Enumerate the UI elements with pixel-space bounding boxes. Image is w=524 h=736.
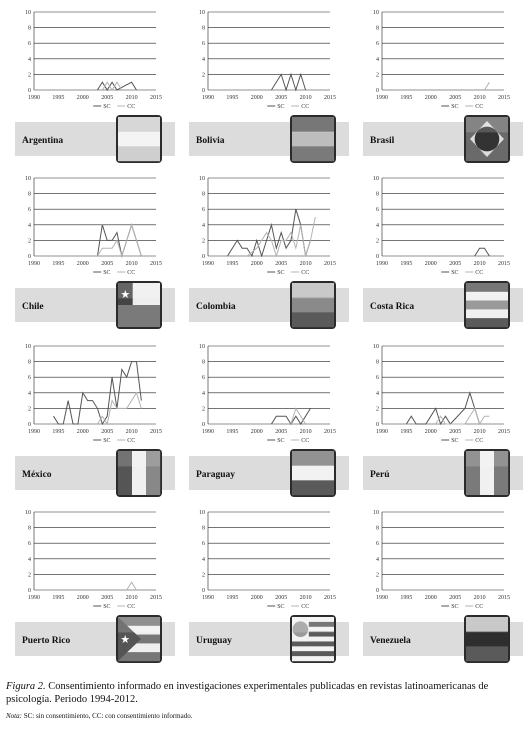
y-tick-label: 6 [376,541,379,548]
y-tick-label: 0 [376,588,379,594]
y-tick-label: 4 [376,56,379,63]
y-tick-label: 0 [376,254,379,260]
y-tick-label: 8 [202,25,205,32]
figure-label: Figura 2. [6,681,46,692]
x-tick-label: 2010 [125,429,138,435]
y-tick-label: 2 [202,238,205,245]
x-tick-label: 1990 [28,261,40,267]
y-tick-label: 10 [25,344,31,350]
y-tick-label: 0 [376,88,379,94]
x-tick-label: 2005 [275,261,288,267]
x-tick-label: 1995 [52,429,65,435]
x-tick-label: 2015 [324,95,336,101]
y-tick-label: 10 [199,10,205,16]
x-tick-label: 2005 [275,429,288,435]
y-tick-label: 8 [28,525,31,532]
series-sc-bolivia [271,74,305,90]
legend-sc-label: SC [451,604,459,610]
x-tick-label: 2000 [424,95,437,101]
caption-text: Consentimiento informado en investigaciones experimentales publicadas en revistas latinoamericanas de psicología. Periodo 1994-2012. [6,681,489,705]
x-tick-label: 2005 [449,429,462,435]
legend-sc-label: SC [103,604,111,610]
x-tick-label: 2000 [424,595,437,601]
svg-text:★: ★ [120,289,131,301]
x-tick-label: 1990 [28,95,40,101]
y-tick-label: 6 [28,541,31,548]
y-tick-label: 8 [376,25,379,32]
x-tick-label: 2010 [125,261,138,267]
panel-chile [15,176,175,329]
y-tick-label: 4 [376,390,379,397]
country-name: Perú [370,470,390,480]
x-tick-label: 2015 [324,595,336,601]
x-tick-label: 2005 [101,95,114,101]
y-tick-label: 8 [376,191,379,198]
y-tick-label: 6 [202,207,205,214]
x-tick-label: 2015 [498,261,510,267]
panel-paraguay [189,344,349,497]
x-tick-label: 2015 [498,595,510,601]
y-tick-label: 6 [376,41,379,48]
y-tick-label: 6 [28,207,31,214]
x-tick-label: 2015 [150,261,162,267]
y-tick-label: 6 [376,207,379,214]
y-tick-label: 6 [202,375,205,382]
country-name: Brasil [370,136,395,146]
series-sc-costa-rica [475,248,490,256]
x-tick-label: 2005 [449,261,462,267]
y-tick-label: 2 [28,238,31,245]
note-label: Nota: [6,712,22,720]
x-tick-label: 2015 [324,261,336,267]
legend-sc-label: SC [451,104,459,110]
x-tick-label: 2000 [424,429,437,435]
country-name: México [22,470,52,480]
y-tick-label: 8 [376,525,379,532]
y-tick-label: 2 [202,406,205,413]
legend-cc-label: CC [127,104,136,110]
country-name: Chile [22,302,44,312]
y-tick-label: 0 [202,88,205,94]
legend-sc-label: SC [277,270,285,276]
legend-sc-label: SC [451,270,459,276]
y-tick-label: 10 [373,176,379,182]
country-name: Argentina [22,136,64,146]
y-tick-label: 4 [28,556,31,563]
series-cc-puerto-rico [127,582,137,590]
country-name: Paraguay [196,470,236,480]
legend-sc-label: SC [103,270,111,276]
y-tick-label: 0 [28,88,31,94]
x-tick-label: 1995 [400,429,413,435]
y-tick-label: 4 [28,390,31,397]
legend-cc-label: CC [475,604,484,610]
legend-sc-label: SC [451,438,459,444]
y-tick-label: 10 [199,344,205,350]
x-tick-label: 1995 [52,95,65,101]
y-tick-label: 10 [199,510,205,516]
x-tick-label: 1990 [376,429,388,435]
y-tick-label: 6 [202,541,205,548]
x-tick-label: 1990 [202,95,214,101]
panel-mexico [15,344,175,497]
panel-costa-rica [363,176,523,329]
panel-puerto-rico [15,510,175,663]
x-tick-label: 1990 [202,429,214,435]
y-tick-label: 2 [28,572,31,579]
y-tick-label: 10 [373,10,379,16]
x-tick-label: 2015 [498,95,510,101]
x-tick-label: 2015 [150,429,162,435]
y-tick-label: 0 [202,254,205,260]
y-tick-label: 0 [202,422,205,428]
x-tick-label: 1990 [376,261,388,267]
y-tick-label: 2 [376,572,379,579]
y-tick-label: 6 [376,375,379,382]
x-tick-label: 2010 [473,429,486,435]
legend-cc-label: CC [475,270,484,276]
series-sc-colombia [228,209,311,256]
y-tick-label: 10 [373,510,379,516]
x-tick-label: 1995 [400,595,413,601]
y-tick-label: 8 [28,25,31,32]
x-tick-label: 2000 [424,261,437,267]
legend-sc-label: SC [103,104,111,110]
y-tick-label: 8 [28,191,31,198]
x-tick-label: 1995 [52,595,65,601]
x-tick-label: 2005 [101,429,114,435]
x-tick-label: 1995 [226,95,239,101]
country-name: Colombia [196,302,236,312]
y-tick-label: 8 [202,191,205,198]
y-tick-label: 0 [28,254,31,260]
panel-bolivia [189,10,349,163]
legend-cc-label: CC [475,438,484,444]
x-tick-label: 2010 [473,595,486,601]
x-tick-label: 1990 [28,595,40,601]
y-tick-label: 2 [28,72,31,79]
x-tick-label: 1990 [376,595,388,601]
y-tick-label: 4 [28,56,31,63]
x-tick-label: 2010 [299,261,312,267]
country-name: Costa Rica [370,302,415,312]
x-tick-label: 1995 [226,595,239,601]
x-tick-label: 2005 [449,95,462,101]
x-tick-label: 2015 [498,429,510,435]
legend-sc-label: SC [277,438,285,444]
legend-cc-label: CC [127,604,136,610]
x-tick-label: 1995 [226,429,239,435]
x-tick-label: 2010 [125,95,138,101]
legend-cc-label: CC [301,104,310,110]
x-tick-label: 2010 [299,595,312,601]
y-tick-label: 10 [373,344,379,350]
y-tick-label: 2 [28,406,31,413]
panel-brasil [363,10,523,163]
x-tick-label: 2015 [324,429,336,435]
x-tick-label: 2010 [473,261,486,267]
legend-cc-label: CC [301,270,310,276]
legend-sc-label: SC [103,438,111,444]
x-tick-label: 1995 [400,95,413,101]
x-tick-label: 2010 [299,429,312,435]
x-tick-label: 2000 [76,429,89,435]
y-tick-label: 4 [202,390,205,397]
panel-peru [363,344,523,497]
y-tick-label: 4 [202,222,205,229]
x-tick-label: 1990 [28,429,40,435]
y-tick-label: 6 [28,375,31,382]
legend-cc-label: CC [127,438,136,444]
series-cc-colombia [247,217,315,256]
x-tick-label: 1995 [52,261,65,267]
country-name: Puerto Rico [22,636,71,646]
y-tick-label: 10 [25,510,31,516]
series-cc-brasil [484,82,489,90]
svg-text:★: ★ [120,634,131,646]
y-tick-label: 2 [202,572,205,579]
x-tick-label: 2010 [125,595,138,601]
y-tick-label: 2 [202,72,205,79]
panel-venezuela [363,510,523,663]
y-tick-label: 8 [28,359,31,366]
y-tick-label: 4 [376,222,379,229]
y-tick-label: 0 [202,588,205,594]
x-tick-label: 2010 [473,95,486,101]
figure-caption [6,680,518,706]
country-name: Uruguay [196,636,232,646]
x-tick-label: 2010 [299,95,312,101]
y-tick-label: 0 [28,422,31,428]
x-tick-label: 2005 [275,95,288,101]
y-tick-label: 8 [202,359,205,366]
y-tick-label: 8 [376,359,379,366]
y-tick-label: 6 [28,41,31,48]
y-tick-label: 10 [25,10,31,16]
note-text: SC: sin consentimiento, CC: con consentimiento informado. [21,712,193,720]
x-tick-label: 2000 [76,595,89,601]
x-tick-label: 1990 [202,595,214,601]
y-tick-label: 8 [202,525,205,532]
y-tick-label: 10 [25,176,31,182]
country-name: Venezuela [370,636,411,646]
series-cc-paraguay [291,408,306,424]
x-tick-label: 1990 [202,261,214,267]
legend-cc-label: CC [127,270,136,276]
y-tick-label: 2 [376,238,379,245]
y-tick-label: 2 [376,406,379,413]
figure-note [6,712,192,720]
y-tick-label: 2 [376,72,379,79]
x-tick-label: 2015 [150,95,162,101]
y-tick-label: 0 [376,422,379,428]
y-tick-label: 4 [202,56,205,63]
x-tick-label: 2000 [250,429,263,435]
x-tick-label: 2005 [275,595,288,601]
x-tick-label: 1990 [376,95,388,101]
x-tick-label: 1995 [226,261,239,267]
y-tick-label: 10 [199,176,205,182]
y-tick-label: 0 [28,588,31,594]
x-tick-label: 2000 [76,95,89,101]
x-tick-label: 2000 [250,95,263,101]
country-name: Bolivia [196,136,225,146]
legend-sc-label: SC [277,104,285,110]
panel-uruguay [189,510,349,663]
x-tick-label: 2000 [250,261,263,267]
x-tick-label: 2000 [250,595,263,601]
x-tick-label: 2015 [150,595,162,601]
y-tick-label: 4 [202,556,205,563]
y-tick-label: 6 [202,41,205,48]
legend-cc-label: CC [475,104,484,110]
panel-argentina [15,10,175,163]
x-tick-label: 2005 [101,595,114,601]
x-tick-label: 2005 [101,261,114,267]
x-tick-label: 1995 [400,261,413,267]
legend-sc-label: SC [277,604,285,610]
x-tick-label: 2005 [449,595,462,601]
legend-cc-label: CC [301,604,310,610]
y-tick-label: 4 [376,556,379,563]
panel-colombia [189,176,349,329]
x-tick-label: 2000 [76,261,89,267]
y-tick-label: 4 [28,222,31,229]
legend-cc-label: CC [301,438,310,444]
